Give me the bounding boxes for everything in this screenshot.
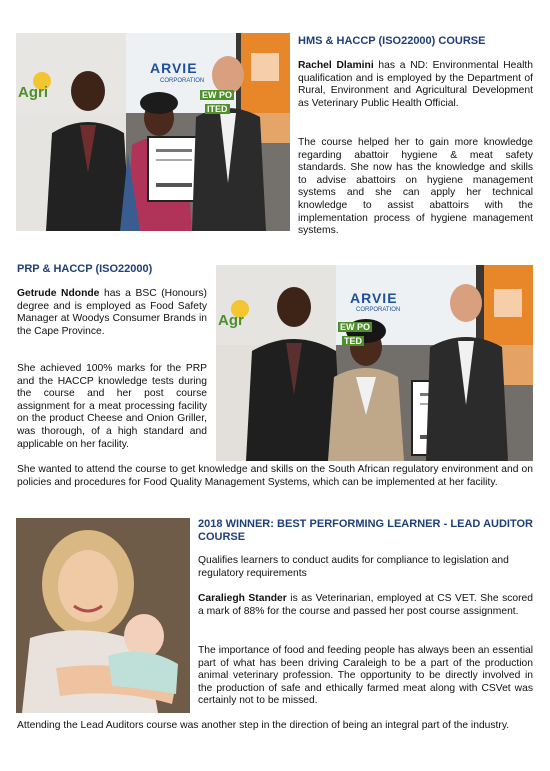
photo-banner-text: EW PO: [202, 90, 233, 100]
getrude-ndonde-motivation: She wanted to attend the course to get knowledge and skills on the South African regulatory environment and on policies and procedures for Food Quality Management Systems, which can be implemented at her facility.: [17, 464, 533, 488]
rachel-dlamini-intro: [298, 60, 533, 110]
photo-banner-text: CORPORATION: [356, 307, 401, 313]
section-heading-hms-haccp: HMS & HACCP (ISO22000) COURSE: [298, 35, 486, 47]
photo-banner-text: CORPORATION: [160, 78, 205, 84]
caraliegh-stander-intro: [198, 593, 533, 618]
person-name: Getrude Ndonde: [17, 288, 100, 299]
photo-banner-text: ITED: [207, 104, 228, 114]
getrude-ndonde-achievement: She achieved 100% marks for the PRP and the HACCP knowledge tests during the course and her post course assignment for a meat processing facility on the product Cheese and Onion Griller, was thorough, of a high standard and applicable on her facility.: [17, 363, 207, 450]
photo-banner-text: Agri: [18, 84, 48, 101]
lead-auditor-course-description: Qualifies learners to conduct audits for compliance to legislation and regulatory requirements: [198, 555, 509, 579]
photo-banner-text: Agr: [218, 312, 244, 329]
person-name: Caraliegh Stander: [198, 593, 287, 604]
intro-text: has a ND: Environmental Health qualification and is employed by the Department of Rural, Environment and Agricultural Development as Veterinary Public Health Official.: [298, 60, 534, 109]
photo-banner-text: ARVIE: [150, 60, 198, 76]
caraliegh-stander-motivation: The importance of food and feeding people has always been an essential part of what has been driving Caraleigh to be a part of the production animal veterinary profession. The opportunity to be directly involved in the production of safe and ethically farmed meat along with CSVet was certainly not to be missed.: [198, 645, 533, 707]
intro-text: is as Veterinarian, employed at CS VET. She scored a mark of 88% for the course and passed her post course assignment.: [198, 593, 533, 617]
person-name: Rachel Dlamini: [298, 60, 374, 71]
getrude-ndonde-intro: [17, 288, 207, 338]
photo-banner-text: EW PO: [340, 322, 371, 332]
section-heading-prp-haccp: PRP & HACCP (ISO22000): [17, 263, 153, 275]
photo-caraliegh-stander-with-baby: [16, 518, 190, 713]
caraliegh-stander-conclusion: Attending the Lead Auditors course was another step in the direction of being an integral part of the industry.: [17, 720, 510, 731]
intro-text: has a BSC (Honours) degree and is employed as Food Safety Manager at Woodys Consumer Brands in the Cape Province.: [17, 288, 207, 337]
photo-banner-text: TED: [344, 336, 362, 346]
photo-banner-text: ARVIE: [350, 290, 398, 306]
rachel-dlamini-course-benefit: The course helped her to gain more knowledge regarding abattoir hygiene & meat safety standards. She now has the knowledge and skills to advise abattoirs on hygiene management systems and she can apply her technical knowledge to assist abattoirs with the implementation process of hygiene management systems.: [298, 137, 533, 237]
section-heading-2018-winner: 2018 WINNER: BEST PERFORMING LEARNER - LEAD AUDITOR COURSE: [198, 518, 533, 543]
